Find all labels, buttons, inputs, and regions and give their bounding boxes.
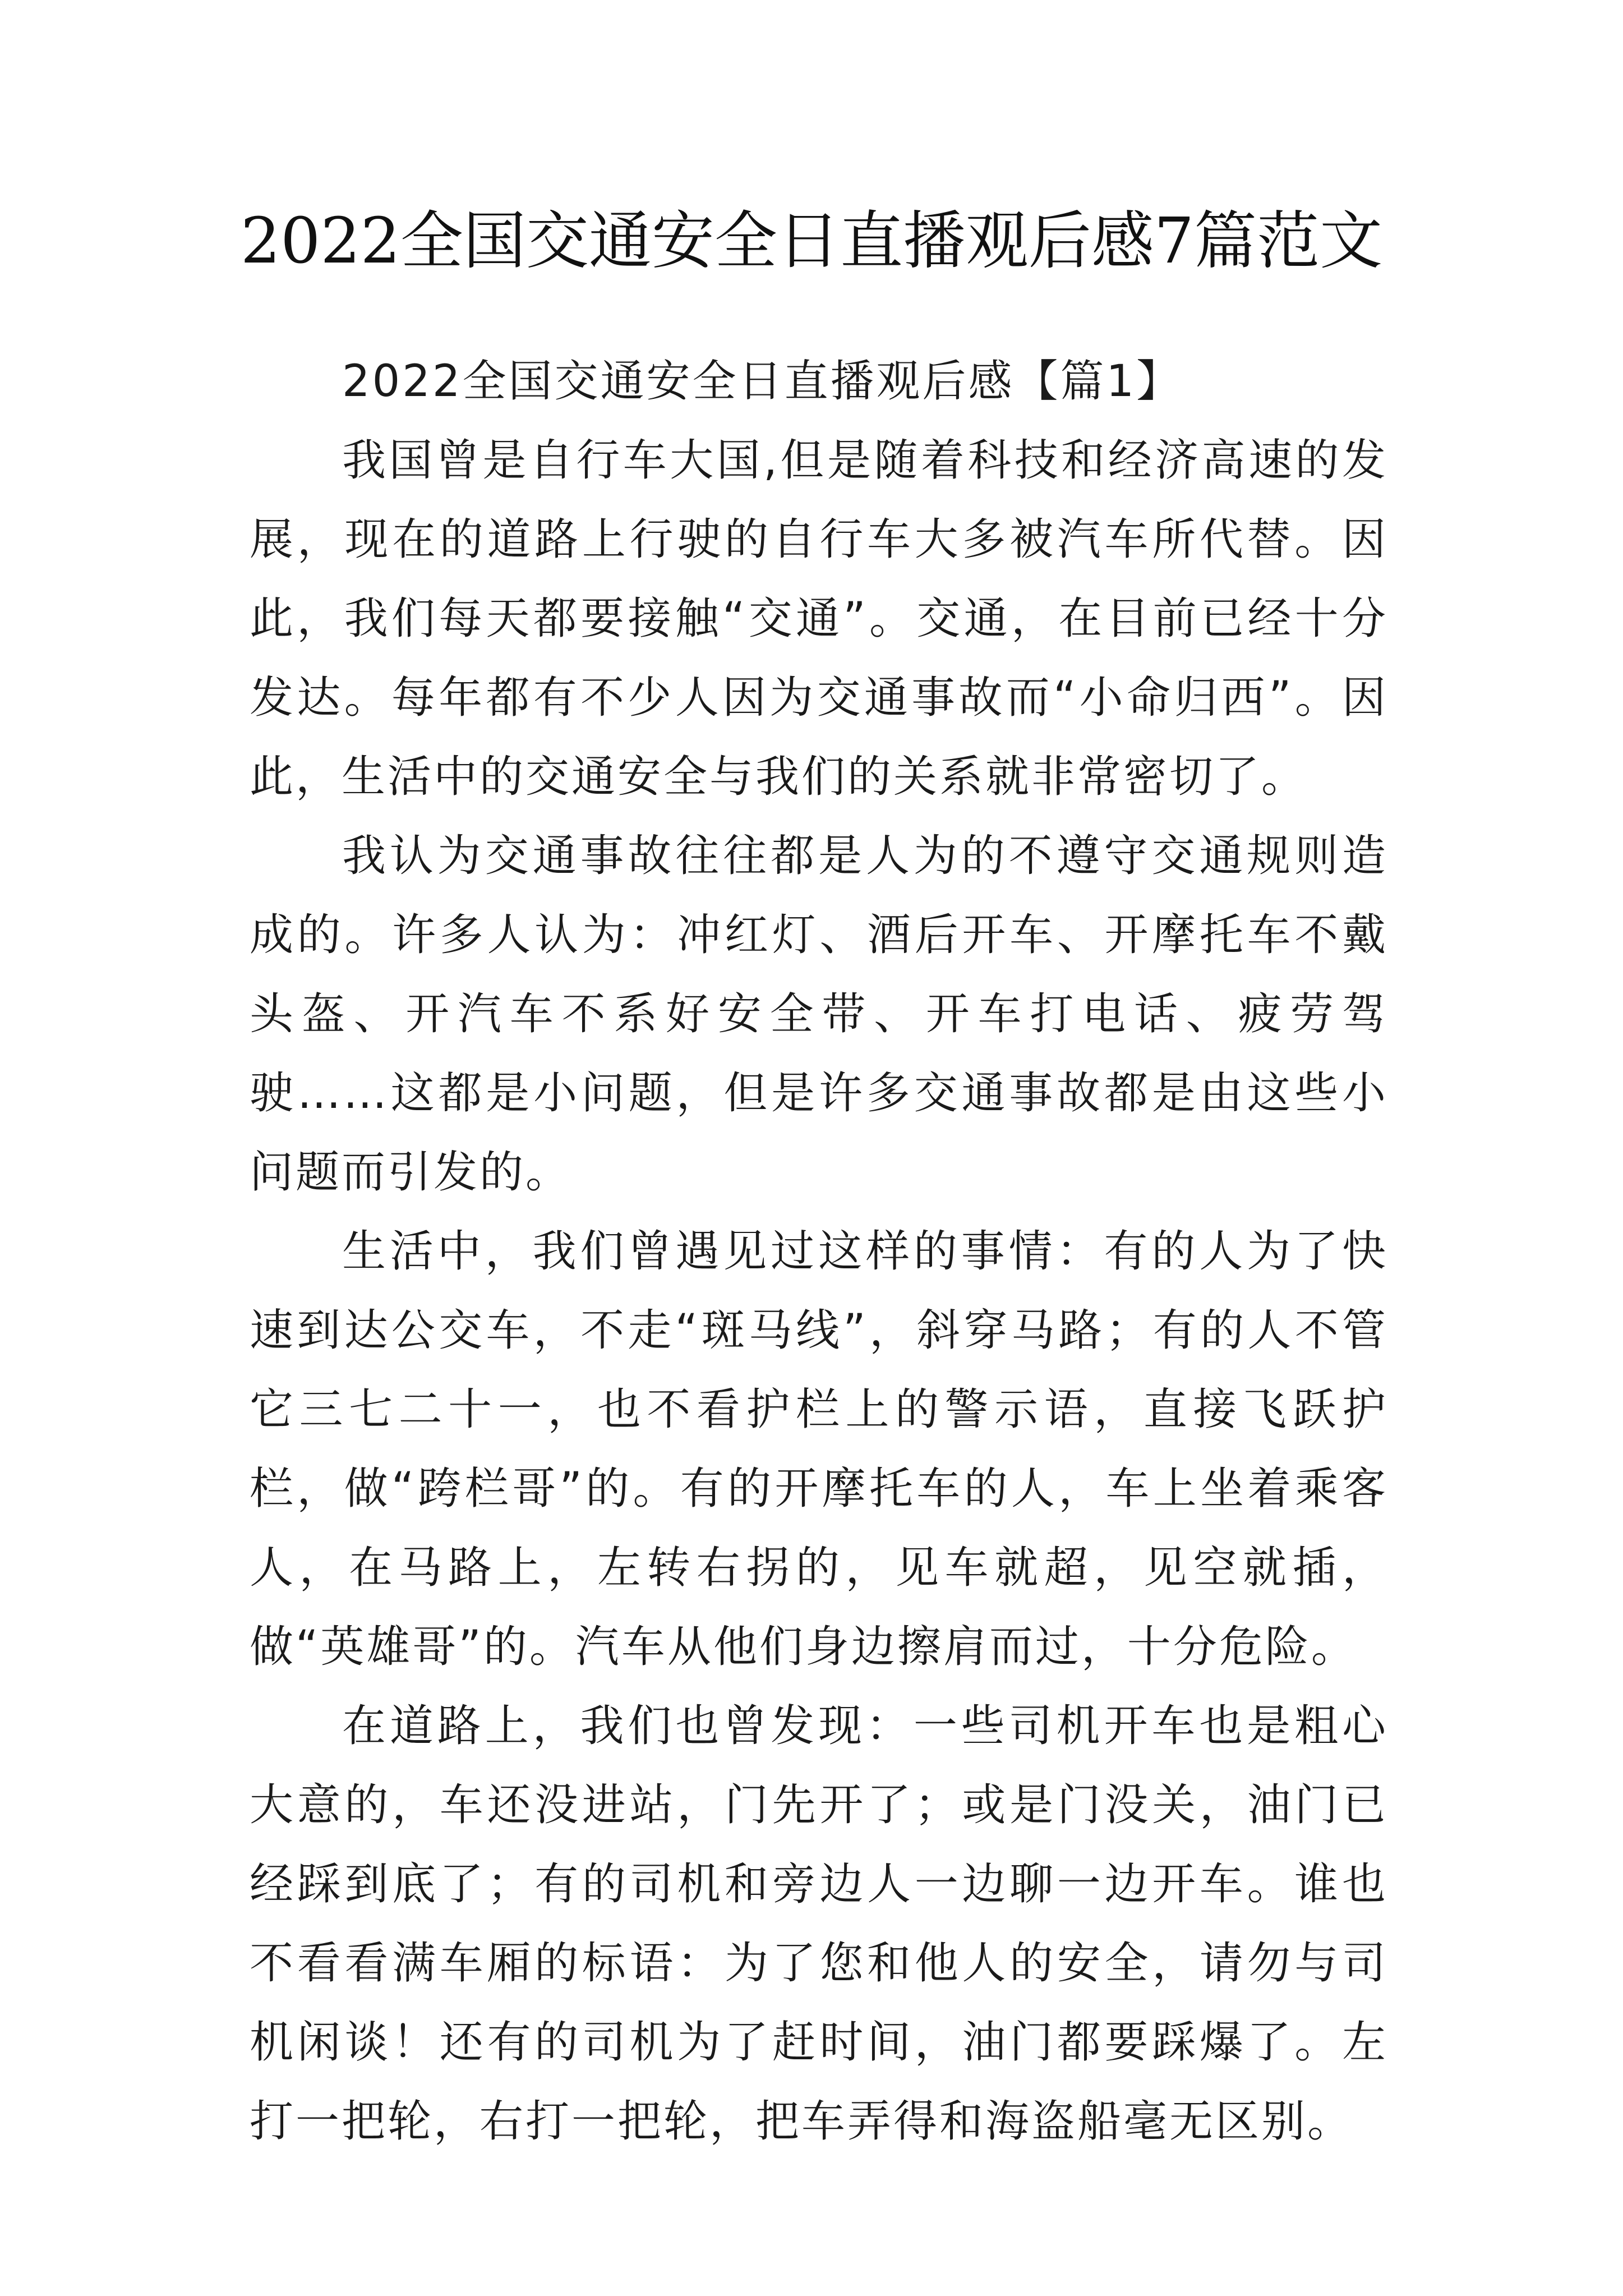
- section-heading: 2022全国交通安全日直播观后感【篇1】: [342, 356, 1183, 407]
- page-title: 2022全国交通安全日直播观后感7篇范文: [240, 205, 1383, 278]
- paragraph-2: 我认为交通事故往往都是人为的不遵守交通规则造成的。许多人认为：冲红灯、酒后开车、开摩托车不戴头盔、开汽车不系好安全带、开车打电话、疲劳驾驶……这都是小问题，但是许多交通事故都是由这些小问题而引发的。: [250, 831, 1388, 1198]
- paragraph-4: 在道路上，我们也曾发现：一些司机开车也是粗心大意的，车还没进站，门先开了；或是门没关，油门已经踩到底了；有的司机和旁边人一边聊一边开车。谁也不看看满车厢的标语：为了您和他人的安全，请勿与司机闲谈！还有的司机为了赶时间，油门都要踩爆了。左打一把轮，右打一把轮，把车弄得和海盗船毫无区别。: [250, 1701, 1388, 2147]
- paragraph-3: 生活中，我们曾遇见过这样的事情：有的人为了快速到达公交车，不走“斑马线”，斜穿马路；有的人不管它三七二十一，也不看护栏上的警示语，直接飞跃护栏，做“跨栏哥”的。有的开摩托车的人，车上坐着乘客人，在马路上，左转右拐的，见车就超，见空就插，做“英雄哥”的。汽车从他们身边擦肩而过，十分危险。: [250, 1226, 1388, 1672]
- document-body: [250, 342, 1388, 2161]
- paragraph-1: 我国曾是自行车大国,但是随着科技和经济高速的发展，现在的道路上行驶的自行车大多被汽车所代替。因此，我们每天都要接触“交通”。交通，在目前已经十分发达。每年都有不少人因为交通事故而“小命归西”。因此，生活中的交通安全与我们的关系就非常密切了。: [250, 435, 1388, 802]
